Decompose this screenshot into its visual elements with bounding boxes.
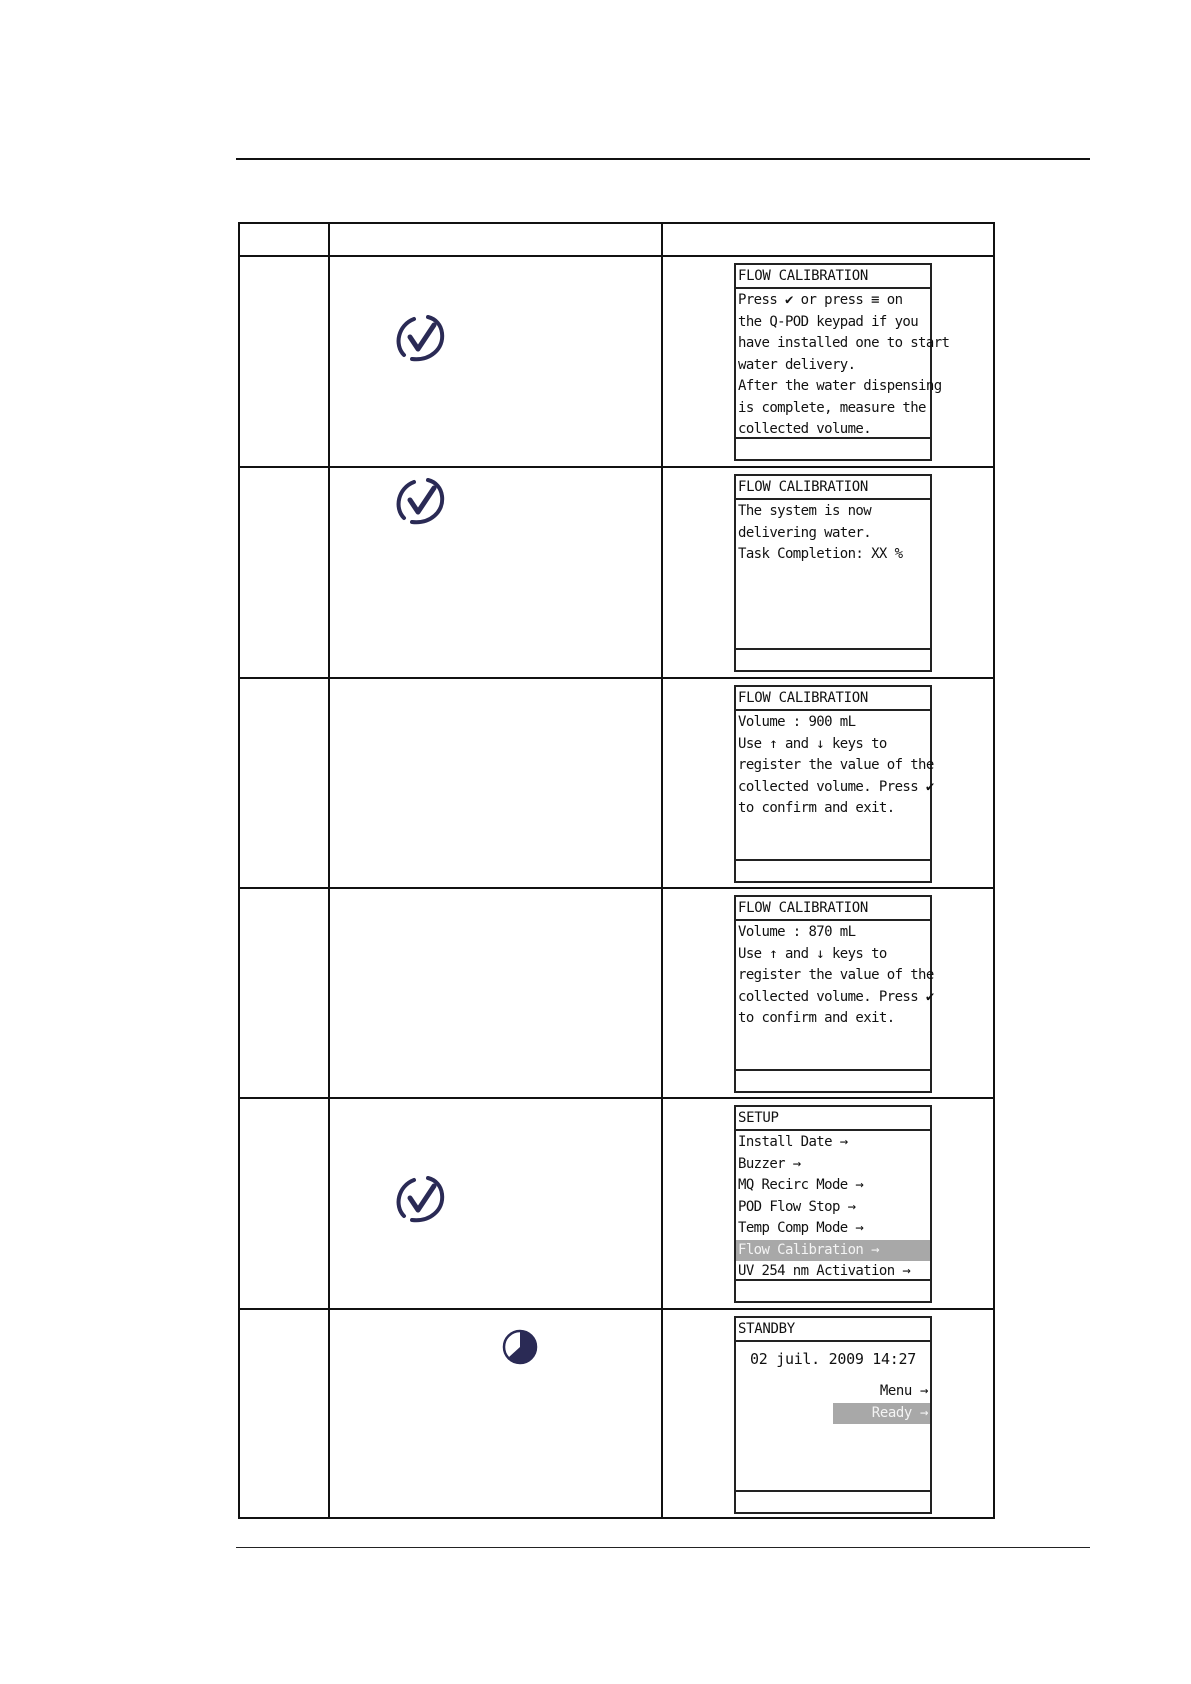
setup-menu-item-selected: Flow Calibration → xyxy=(736,1240,930,1262)
row-divider-5 xyxy=(240,1308,993,1310)
standby-menu-option: Menu → xyxy=(879,1383,928,1399)
header-rule xyxy=(236,158,1090,160)
lcd-screen-flow-calibration-4 xyxy=(734,895,932,1093)
row-divider-3 xyxy=(240,887,993,889)
setup-menu-item: Buzzer → xyxy=(738,1155,801,1172)
screen-title: FLOW CALIBRATION xyxy=(736,897,930,921)
screen-line: register the value of the xyxy=(738,757,934,773)
check-key-icon xyxy=(390,1170,450,1230)
header-row-divider xyxy=(240,255,993,257)
screen-line: Use ↑ and ↓ keys to xyxy=(738,945,887,962)
screen-line: the Q-POD keypad if you xyxy=(738,313,919,330)
screen-line: register the value of the xyxy=(738,967,934,983)
screen-line: Use ↑ and ↓ keys to xyxy=(738,735,887,752)
screen-body xyxy=(738,290,950,441)
screen-footer xyxy=(736,1490,930,1512)
setup-menu-item: Install Date → xyxy=(738,1134,848,1150)
setup-menu-list xyxy=(738,1132,928,1283)
screen-line: is complete, measure the xyxy=(738,399,926,416)
screen-title: FLOW CALIBRATION xyxy=(736,476,930,500)
screen-footer xyxy=(736,859,930,881)
standby-datetime: 02 juil. 2009 14:27 xyxy=(750,1350,916,1368)
lcd-screen-flow-calibration-2 xyxy=(734,474,932,672)
screen-footer xyxy=(736,648,930,670)
screen-body xyxy=(738,922,934,1030)
procedure-table xyxy=(238,222,995,1519)
screen-line: Task Completion: XX % xyxy=(738,546,903,562)
screen-footer xyxy=(736,1069,930,1091)
standby-clock-icon xyxy=(501,1328,539,1366)
screen-line: The system is now xyxy=(738,503,872,519)
screen-line: After the water dispensing xyxy=(738,378,942,394)
screen-line: Volume : 900 mL xyxy=(738,714,856,730)
row-divider-4 xyxy=(240,1097,993,1099)
row-divider-1 xyxy=(240,466,993,468)
screen-footer xyxy=(736,1279,930,1301)
screen-line: delivering water. xyxy=(738,524,872,541)
check-key-icon xyxy=(390,472,450,532)
lcd-screen-flow-calibration-1 xyxy=(734,263,950,461)
row-divider-2 xyxy=(240,677,993,679)
screen-title: SETUP xyxy=(736,1107,930,1131)
check-key-icon xyxy=(390,309,450,369)
column-divider-2 xyxy=(661,224,663,1517)
standby-ready-option: Ready → xyxy=(833,1403,930,1424)
screen-line: water delivery. xyxy=(738,356,856,373)
column-divider-1 xyxy=(328,224,330,1517)
screen-footer xyxy=(736,437,930,459)
setup-menu-item: MQ Recirc Mode → xyxy=(738,1177,864,1193)
screen-title: STANDBY xyxy=(736,1318,930,1342)
screen-line: collected volume. Press ✔ xyxy=(738,988,934,1005)
screen-line: Volume : 870 mL xyxy=(738,924,856,940)
lcd-screen-setup xyxy=(734,1105,932,1303)
screen-title: FLOW CALIBRATION xyxy=(736,265,930,289)
setup-menu-item: UV 254 nm Activation → xyxy=(738,1263,911,1279)
screen-body xyxy=(738,712,934,820)
screen-line: to confirm and exit. xyxy=(738,1010,895,1026)
lcd-screen-standby xyxy=(734,1316,932,1514)
screen-line: Press ✔ or press ≡ on xyxy=(738,292,903,308)
screen-title: FLOW CALIBRATION xyxy=(736,687,930,711)
screen-line: collected volume. xyxy=(738,421,872,437)
footer-rule xyxy=(236,1547,1090,1548)
screen-line: have installed one to start xyxy=(738,335,950,351)
screen-line: collected volume. Press ✔ xyxy=(738,778,934,795)
screen-body xyxy=(738,501,928,566)
screen-line: to confirm and exit. xyxy=(738,800,895,816)
setup-menu-item: POD Flow Stop → xyxy=(738,1198,856,1215)
lcd-screen-flow-calibration-3 xyxy=(734,685,932,883)
setup-menu-item: Temp Comp Mode → xyxy=(738,1220,864,1236)
